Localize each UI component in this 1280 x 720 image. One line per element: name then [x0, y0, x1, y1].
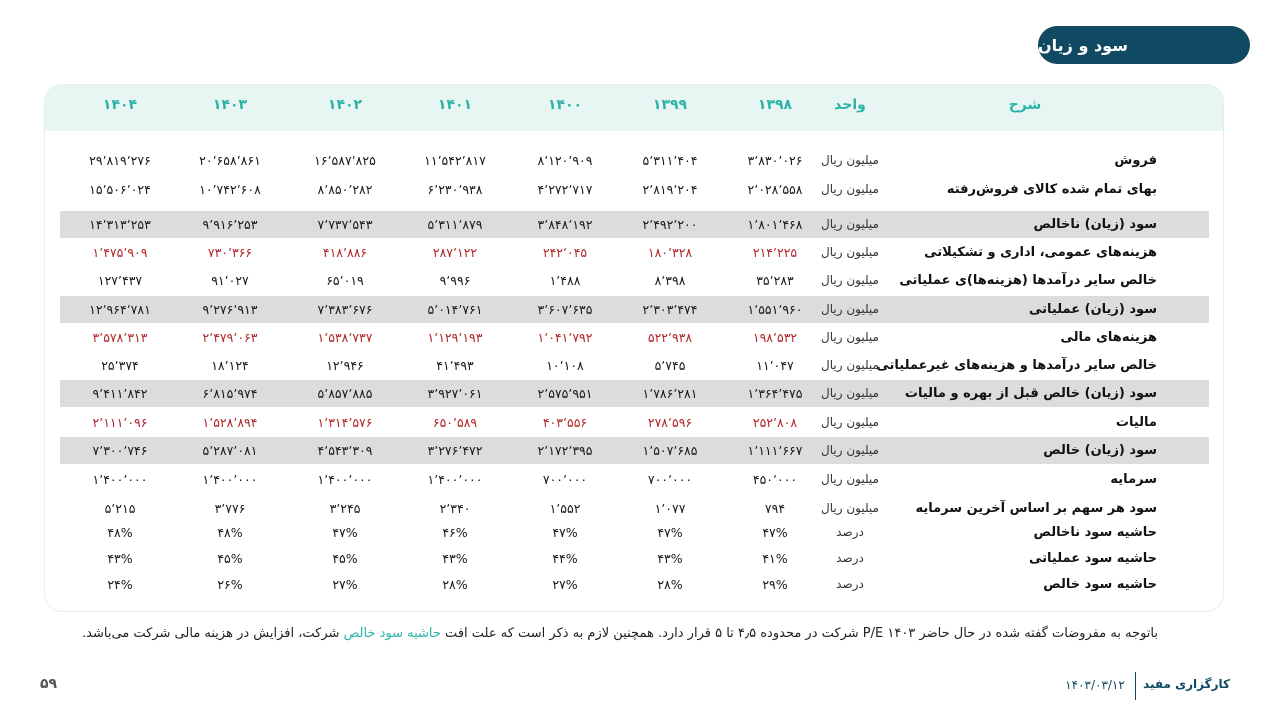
row-value: ۴۳% [657, 551, 683, 566]
row-value: ۴۷% [552, 525, 578, 540]
row-unit: میلیون ریال [821, 386, 879, 400]
row-value: ۱٬۰۷۷ [654, 501, 686, 516]
header-year: ۱۳۹۹ [652, 97, 688, 113]
row-value: ۱۶٬۵۸۷٬۸۲۵ [314, 153, 376, 168]
row-value: ۴۷% [762, 525, 788, 540]
row-value: ۱۰٬۷۴۲٬۶۰۸ [199, 182, 261, 197]
page-title: سود و زیان [1038, 26, 1250, 64]
row-value: ۱٬۵۵۲ [549, 501, 581, 516]
row-value: ۱٬۸۰۱٬۴۶۸ [747, 217, 803, 232]
table-row [45, 147, 1224, 174]
row-value: ۲۷% [332, 577, 358, 592]
row-value: ۴۴% [552, 551, 578, 566]
row-value: ۱٬۱۱۱٬۶۶۷ [747, 443, 803, 458]
row-value: ۱٬۵۵۱٬۹۶۰ [747, 302, 803, 317]
row-value: ۱٬۴۸۸ [549, 273, 581, 288]
footer-date: ۱۴۰۳/۰۳/۱۲ [1065, 678, 1125, 692]
row-unit: درصد [836, 525, 864, 539]
row-unit: میلیون ریال [821, 153, 879, 167]
row-value: ۲٬۵۷۵٬۹۵۱ [537, 386, 593, 401]
table-row [45, 239, 1224, 266]
header-year: ۱۴۰۴ [102, 97, 138, 113]
header-desc: شرح [1008, 97, 1042, 113]
income-statement-table [44, 84, 1224, 612]
row-description: هزینه‌های مالی [1060, 330, 1157, 345]
row-value: ۵٬۰۱۴٬۷۶۱ [427, 302, 483, 317]
row-value: ۹٬۹۱۶٬۲۵۳ [202, 217, 258, 232]
row-value: ۴٬۵۴۳٬۳۰۹ [317, 443, 373, 458]
footnote-text-start: باتوجه به مفروضات گفته شده در حال حاضر P/E ۱۴۰۳ شرکت در محدوده ۴٫۵ تا ۵ قرار دارد. همچنین لازم به ذکر است که علت افت [440, 626, 1158, 641]
row-value: ۲۸% [657, 577, 683, 592]
row-value: ۴۵۰٬۰۰۰ [752, 472, 798, 487]
row-value: ۴۱٬۴۹۳ [436, 358, 474, 373]
header-unit: واحد [834, 97, 866, 113]
row-value: ۹٬۹۹۶ [439, 273, 471, 288]
row-unit: درصد [836, 551, 864, 565]
table-row [45, 437, 1224, 464]
row-value: ۲۵٬۳۷۴ [101, 358, 139, 373]
row-value: ۵٬۲۸۷٬۰۸۱ [202, 443, 258, 458]
row-description: مالیات [1115, 415, 1157, 430]
table-row [45, 409, 1224, 436]
row-description: فروش [1114, 153, 1157, 168]
row-unit: میلیون ریال [821, 273, 879, 287]
row-description: حاشیه سود ناخالص [1033, 525, 1157, 540]
row-value: ۲۷% [552, 577, 578, 592]
row-value: ۶۵٬۰۱۹ [326, 273, 364, 288]
table-row [45, 324, 1224, 351]
row-value: ۹٬۲۷۶٬۹۱۳ [202, 302, 258, 317]
row-value: ۲٬۴۹۲٬۲۰۰ [642, 217, 698, 232]
row-value: ۴٬۲۷۲٬۷۱۷ [537, 182, 593, 197]
row-value: ۷۰۰٬۰۰۰ [647, 472, 693, 487]
row-description: سود (زیان) خالص [1043, 443, 1157, 458]
row-description: بهای تمام شده کالای فروش‌رفته [946, 182, 1157, 197]
row-value: ۱٬۴۰۰٬۰۰۰ [92, 472, 148, 487]
row-unit: میلیون ریال [821, 472, 879, 486]
row-value: ۲۰٬۶۵۸٬۸۶۱ [199, 153, 261, 168]
row-unit: میلیون ریال [821, 182, 879, 196]
row-value: ۷۳۰٬۳۶۶ [207, 245, 253, 260]
row-value: ۶۵۰٬۵۸۹ [432, 415, 478, 430]
row-value: ۱٬۵۲۸٬۸۹۴ [202, 415, 258, 430]
row-value: ۴۰۳٬۵۵۶ [542, 415, 588, 430]
row-value: ۲۸% [442, 577, 468, 592]
table-row [45, 571, 1224, 598]
row-value: ۴۸% [217, 525, 243, 540]
table-row [45, 296, 1224, 323]
row-value: ۶٬۲۳۰٬۹۳۸ [427, 182, 483, 197]
row-value: ۱۱٬۰۴۷ [756, 358, 794, 373]
row-value: ۶٬۸۱۵٬۹۷۴ [202, 386, 258, 401]
row-unit: میلیون ریال [821, 358, 879, 372]
row-value: ۵۲۲٬۹۳۸ [647, 330, 693, 345]
row-value: ۱٬۴۰۰٬۰۰۰ [202, 472, 258, 487]
row-unit: میلیون ریال [821, 302, 879, 316]
row-value: ۷٬۳۰۰٬۷۴۶ [92, 443, 148, 458]
row-value: ۲٬۱۷۲٬۳۹۵ [537, 443, 593, 458]
row-value: ۳۵٬۲۸۳ [756, 273, 794, 288]
row-value: ۴۷% [657, 525, 683, 540]
row-value: ۵٬۷۴۵ [654, 358, 686, 373]
row-value: ۱٬۷۸۶٬۲۸۱ [642, 386, 698, 401]
row-value: ۵٬۸۵۷٬۸۸۵ [317, 386, 373, 401]
row-value: ۳٬۸۳۰٬۰۲۶ [747, 153, 803, 168]
row-value: ۱٬۳۱۴٬۵۷۶ [317, 415, 373, 430]
row-value: ۱٬۴۰۰٬۰۰۰ [317, 472, 373, 487]
row-value: ۲٬۸۱۹٬۲۰۴ [642, 182, 698, 197]
row-value: ۲۱۴٬۲۲۵ [752, 245, 798, 260]
row-value: ۱۲٬۹۶۴٬۷۸۱ [89, 302, 151, 317]
row-value: ۸٬۳۹۸ [654, 273, 686, 288]
row-unit: میلیون ریال [821, 217, 879, 231]
row-value: ۴۸% [107, 525, 133, 540]
row-value: ۹٬۴۱۱٬۸۴۲ [92, 386, 148, 401]
row-unit: میلیون ریال [821, 245, 879, 259]
row-description: سود (زیان) خالص قبل از بهره و مالیات [904, 386, 1157, 401]
row-value: ۳٬۷۷۶ [214, 501, 246, 516]
footnote [60, 626, 1158, 650]
row-value: ۴۵% [217, 551, 243, 566]
row-value: ۵٬۲۱۵ [104, 501, 136, 516]
row-value: ۲٬۰۲۸٬۵۵۸ [747, 182, 803, 197]
row-value: ۱٬۴۰۰٬۰۰۰ [427, 472, 483, 487]
table-row [45, 495, 1224, 522]
row-unit: درصد [836, 577, 864, 591]
row-description: خالص سایر درآمدها و هزینه‌های غیرعملیاتی [876, 358, 1157, 373]
row-unit: میلیون ریال [821, 330, 879, 344]
row-value: ۲٬۳۴۰ [439, 501, 471, 516]
row-value: ۲۴% [107, 577, 133, 592]
row-value: ۴۵% [332, 551, 358, 566]
row-description: سرمایه [1110, 472, 1157, 487]
row-value: ۲۹٬۸۱۹٬۲۷۶ [89, 153, 151, 168]
row-description: سود هر سهم بر اساس آخرین سرمایه [915, 501, 1157, 516]
row-value: ۱۸۰٬۳۲۸ [647, 245, 693, 260]
table-row [45, 176, 1224, 203]
row-value: ۲۵۲٬۸۰۸ [752, 415, 798, 430]
row-value: ۱۸٬۱۲۴ [211, 358, 249, 373]
row-value: ۹۱٬۰۲۷ [211, 273, 249, 288]
row-value: ۱۲٬۹۴۶ [326, 358, 364, 373]
row-value: ۱۴٬۳۱۳٬۲۵۳ [89, 217, 151, 232]
row-value: ۳٬۶۰۷٬۶۳۵ [537, 302, 593, 317]
row-value: ۴۱۸٬۸۸۶ [322, 245, 368, 260]
row-value: ۱٬۴۷۵٬۹۰۹ [92, 245, 148, 260]
page-number: ۵۹ [40, 676, 58, 692]
row-description: خالص سایر درآمدها (هزینه‌ها)ی عملیاتی [899, 273, 1157, 288]
row-unit: میلیون ریال [821, 501, 879, 515]
row-value: ۲٬۴۷۹٬۰۶۳ [202, 330, 258, 345]
row-value: ۵٬۳۱۱٬۸۷۹ [427, 217, 483, 232]
row-value: ۲٬۱۱۱٬۰۹۶ [92, 415, 148, 430]
row-value: ۴۱% [762, 551, 788, 566]
table-row [45, 380, 1224, 407]
row-value: ۱۱٬۵۴۲٬۸۱۷ [424, 153, 486, 168]
row-value: ۴۳% [107, 551, 133, 566]
row-value: ۱٬۰۴۱٬۷۹۲ [537, 330, 593, 345]
row-value: ۸٬۸۵۰٬۲۸۲ [317, 182, 373, 197]
row-description: سود (زیان) ناخالص [1033, 217, 1157, 232]
row-value: ۴۶% [442, 525, 468, 540]
row-value: ۱٬۱۲۹٬۱۹۳ [427, 330, 483, 345]
row-value: ۲۷۸٬۵۹۶ [647, 415, 693, 430]
header-year: ۱۴۰۰ [547, 97, 583, 113]
row-value: ۲۴۲٬۰۴۵ [542, 245, 588, 260]
row-unit: میلیون ریال [821, 415, 879, 429]
row-value: ۱۵٬۵۰۶٬۰۲۴ [89, 182, 151, 197]
table-row [45, 545, 1224, 572]
row-value: ۷۰۰٬۰۰۰ [542, 472, 588, 487]
row-value: ۸٬۱۲۰٬۹۰۹ [537, 153, 593, 168]
row-value: ۳٬۸۴۸٬۱۹۲ [537, 217, 593, 232]
table-row [45, 211, 1224, 238]
row-value: ۳٬۵۷۸٬۳۱۳ [92, 330, 148, 345]
footer-divider [1135, 672, 1136, 700]
row-unit: میلیون ریال [821, 443, 879, 457]
row-value: ۱٬۳۶۴٬۴۷۵ [747, 386, 803, 401]
row-value: ۷٬۷۳۷٬۵۴۳ [317, 217, 373, 232]
row-value: ۳٬۹۲۷٬۰۶۱ [427, 386, 483, 401]
header-year: ۱۴۰۳ [212, 97, 248, 113]
row-description: حاشیه سود عملیاتی [1028, 551, 1157, 566]
footnote-highlight: حاشیه سود خالص [343, 626, 441, 641]
row-description: حاشیه سود خالص [1043, 577, 1157, 592]
table-row [45, 519, 1224, 546]
row-value: ۲٬۳۰۳٬۴۷۴ [642, 302, 698, 317]
row-value: ۲۶% [217, 577, 243, 592]
row-value: ۷٬۳۸۳٬۶۷۶ [317, 302, 373, 317]
table-row [45, 267, 1224, 294]
header-year: ۱۴۰۱ [437, 97, 473, 113]
row-value: ۳٬۲۴۵ [329, 501, 361, 516]
row-value: ۱۲۷٬۴۳۷ [97, 273, 143, 288]
footer-brand: کارگزاری مفید [1143, 677, 1230, 691]
row-value: ۲۹% [762, 577, 788, 592]
row-value: ۲۸۷٬۱۲۲ [432, 245, 478, 260]
row-value: ۴۳% [442, 551, 468, 566]
table-row [45, 352, 1224, 379]
row-value: ۵٬۳۱۱٬۴۰۴ [642, 153, 698, 168]
table-row [45, 466, 1224, 493]
footnote-text-end: شرکت، افزایش در هزینه مالی شرکت می‌باشد. [82, 626, 344, 641]
row-description: هزینه‌های عمومی، اداری و تشکیلاتی [924, 245, 1157, 260]
row-value: ۳٬۲۷۶٬۴۷۲ [427, 443, 483, 458]
row-value: ۱٬۵۰۷٬۶۸۵ [642, 443, 698, 458]
row-value: ۱۹۸٬۵۳۲ [752, 330, 798, 345]
row-description: سود (زیان) عملیاتی [1028, 302, 1157, 317]
header-year: ۱۴۰۲ [327, 97, 363, 113]
header-year: ۱۳۹۸ [757, 97, 793, 113]
row-value: ۴۷% [332, 525, 358, 540]
row-value: ۷۹۴ [764, 501, 786, 516]
row-value: ۱۰٬۱۰۸ [546, 358, 584, 373]
row-value: ۱٬۵۳۸٬۷۳۷ [317, 330, 373, 345]
